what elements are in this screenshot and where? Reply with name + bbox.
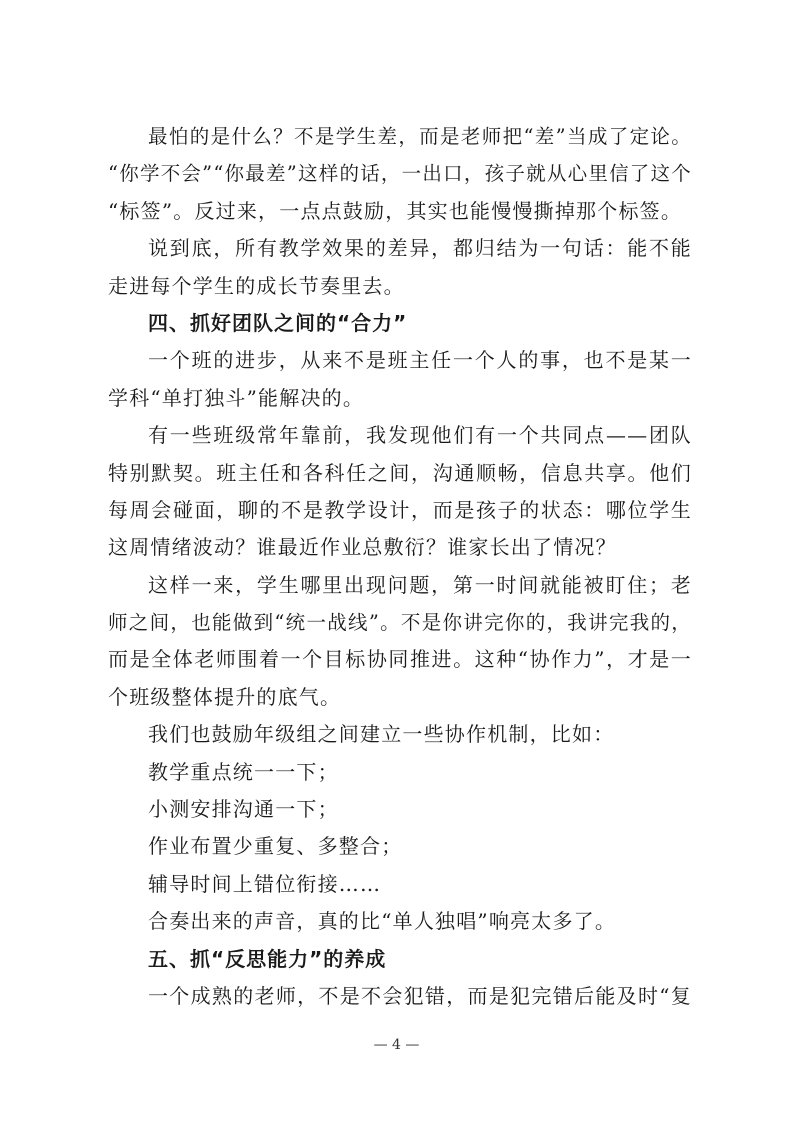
paragraph-line: 师之间，也能做到“统一战线”。不是你讲完你的，我讲完我的， — [108, 611, 692, 635]
list-item: 辅导时间上错位衔接…… — [148, 871, 382, 896]
paragraph-line: 说到底，所有教学效果的差异，都归结为一句话：能不能 — [148, 236, 692, 261]
paragraph-line: 一个班的进步，从来不是班主任一个人的事，也不是某一 — [148, 348, 692, 373]
list-item: 教学重点统一一下； — [148, 759, 339, 784]
section-heading: 四、抓好团队之间的“合力” — [148, 310, 408, 335]
paragraph-line: 每周会碰面，聊的不是教学设计，而是孩子的状态：哪位学生 — [108, 497, 692, 522]
list-item: 作业布置少重复、多整合； — [148, 834, 403, 859]
paragraph-line: 一个成熟的老师，不是不会犯错，而是犯完错后能及时“复 — [148, 983, 692, 1008]
paragraph-line: 这周情绪波动？谁最近作业总敷衍？谁家长出了情况？ — [108, 535, 617, 560]
paragraph-line: 学科“单打独斗”能解决的。 — [108, 385, 365, 410]
paragraph-line: 这样一来，学生哪里出现问题，第一时间就能被盯住；老 — [148, 572, 692, 597]
list-item: 小测安排沟通一下； — [148, 797, 339, 822]
paragraph-line: 个班级整体提升的底气。 — [108, 684, 342, 709]
paragraph-line: 走进每个学生的成长节奏里去。 — [108, 273, 405, 298]
paragraph-line: 有一些班级常年靠前，我发现他们有一个共同点——团队 — [148, 423, 692, 448]
paragraph-line: 特别默契。班主任和各科任之间，沟通顺畅，信息共享。他们 — [108, 460, 692, 485]
paragraph-line: 我们也鼓励年级组之间建立一些协作机制，比如： — [148, 722, 615, 747]
body-text — [108, 118, 692, 1015]
page-number: — 4 — — [373, 1037, 420, 1053]
paragraph-line: 而是全体老师围着一个目标协同推进。这种“协作力”，才是一 — [108, 647, 692, 672]
paragraph-line: 合奏出来的声音，真的比“单人独唱”响亮太多了。 — [148, 909, 617, 934]
paragraph-line: “你学不会”“你最差”这样的话，一出口，孩子就从心里信了这个 — [108, 162, 692, 186]
paragraph-line: “标签”。反过来，一点点鼓励，其实也能慢慢撕掉那个标签。 — [108, 198, 683, 223]
section-heading: 五、抓“反思能力”的养成 — [148, 946, 387, 971]
paragraph-line: 最怕的是什么？不是学生差，而是老师把“差”当成了定论。 — [148, 125, 692, 148]
